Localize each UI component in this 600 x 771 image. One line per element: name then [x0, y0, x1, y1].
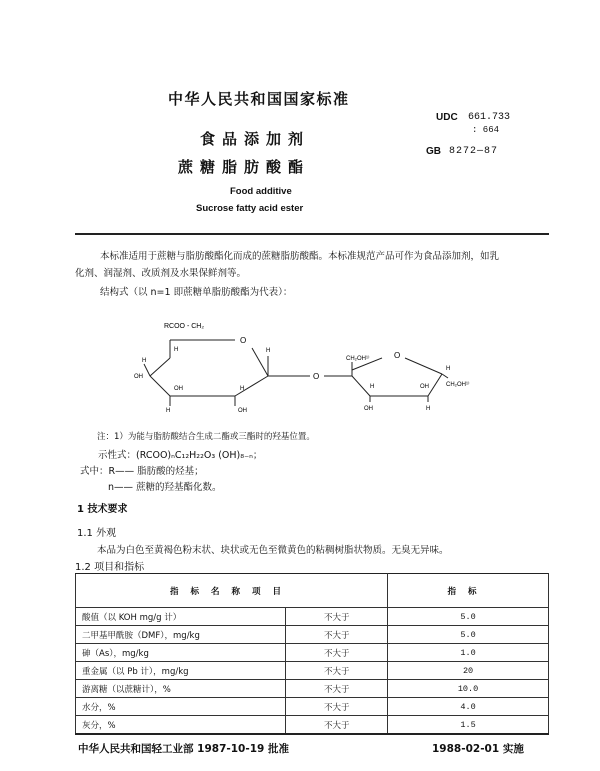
row-item: 二甲基甲酰胺（DMF），mg/kg — [76, 626, 286, 644]
row-value: 1.0 — [388, 644, 549, 662]
row-limit: 不大于 — [286, 662, 388, 680]
oh-label-1: OH — [134, 374, 143, 380]
h-label-3: H — [166, 408, 171, 414]
row-limit: 不大于 — [286, 698, 388, 716]
title-cn-line2: 蔗糖脂肪酸酯 — [178, 158, 311, 176]
table-row — [76, 680, 549, 698]
row-item: 酸值（以 KOH mg/g 计） — [76, 608, 286, 626]
gb-label: GB — [426, 146, 441, 157]
title-en-line1: Food additive — [230, 186, 292, 197]
spec-table — [75, 573, 549, 734]
ch2oh-right-label: CH₂OH¹⁾ — [446, 382, 470, 388]
gb-number: 8272—87 — [449, 146, 499, 157]
ring-oxygen-1: O — [240, 336, 247, 345]
h-label-1: H — [174, 347, 179, 353]
h-label-5: H — [266, 348, 271, 354]
h-label-8: H — [446, 366, 451, 372]
oh-label-5: OH — [420, 384, 429, 390]
row-item: 水分，% — [76, 698, 286, 716]
row-limit: 不大于 — [286, 680, 388, 698]
section-1-title: 1 技术要求 — [77, 504, 128, 515]
table-row — [76, 626, 549, 644]
row-value: 5.0 — [388, 626, 549, 644]
h-label-7: H — [426, 406, 431, 412]
row-item: 灰分，% — [76, 716, 286, 734]
ring-oxygen-2: O — [394, 351, 401, 360]
title-en-line2: Sucrose fatty acid ester — [196, 203, 304, 214]
row-item: 重金属（以 Pb 计），mg/kg — [76, 662, 286, 680]
appearance-text: 本品为白色至黄褐色粉末状、块状或无色至微黄色的粘稠树脂状物质。无臭无异味。 — [97, 545, 449, 556]
row-value: 4.0 — [388, 698, 549, 716]
row-limit: 不大于 — [286, 608, 388, 626]
row-limit: 不大于 — [286, 716, 388, 734]
header-divider — [75, 233, 549, 235]
oh-label-3: OH — [238, 408, 247, 414]
table-row — [76, 644, 549, 662]
row-value: 1.5 — [388, 716, 549, 734]
row-value: 5.0 — [388, 608, 549, 626]
sucrose-structure-diagram — [130, 318, 470, 428]
footnote: 注：1）为能与脂肪酸结合生成二酯或三酯时的羟基位置。 — [97, 432, 315, 442]
oh-label-2: OH — [174, 386, 183, 392]
row-value: 10.0 — [388, 680, 549, 698]
rcoo-group-label: RCOO - CH₂ — [164, 323, 205, 330]
approval-line: 中华人民共和国轻工业部 1987-10-19 批准 — [78, 743, 289, 755]
intro-paragraph-line1: 本标准适用于蔗糖与脂肪酸酯化而成的蔗糖脂肪酸酯。本标准规范产品可作为食品添加剂，如乳 — [100, 251, 500, 262]
table-header-row — [76, 574, 549, 608]
row-limit: 不大于 — [286, 626, 388, 644]
udc-label: UDC — [436, 112, 458, 123]
title-cn-line1: 食品添加剂 — [200, 130, 311, 148]
row-item: 游离糖（以蔗糖计），% — [76, 680, 286, 698]
general-formula: 示性式：(RCOO)ₙC₁₂H₂₂O₃ (OH)₈₋ₙ； — [98, 450, 263, 461]
where-r-definition: 式中：R—— 脂肪酸的烃基； — [80, 466, 204, 477]
col-value-header: 指标 — [388, 574, 549, 608]
oh-label-4: OH — [364, 406, 373, 412]
table-row — [76, 662, 549, 680]
section-1-1-title: 1.1 外观 — [77, 528, 117, 539]
h-label-2: H — [142, 358, 147, 364]
national-standard-heading: 中华人民共和国国家标准 — [168, 90, 350, 108]
table-row — [76, 608, 549, 626]
footer-divider — [75, 733, 549, 735]
structure-label: 结构式（以 n=1 即蔗糖单脂肪酸酯为代表）： — [100, 287, 293, 298]
udc-value: 661.733 — [468, 112, 511, 123]
h-label-4: H — [240, 386, 245, 392]
row-limit: 不大于 — [286, 644, 388, 662]
row-item: 砷（As），mg/kg — [76, 644, 286, 662]
intro-paragraph-line2: 化剂、润湿剂、改质剂及水果保鲜剂等。 — [75, 268, 247, 279]
ch2oh-top-label: CH₂OH¹⁾ — [346, 356, 370, 362]
h-label-6: H — [370, 384, 375, 390]
table-row — [76, 716, 549, 734]
row-value: 20 — [388, 662, 549, 680]
table-row — [76, 698, 549, 716]
where-n-definition: n—— 蔗糖的羟基酯化数。 — [108, 482, 222, 493]
udc-sub-value: : 664 — [472, 125, 500, 135]
implementation-date: 1988-02-01 实施 — [432, 743, 524, 755]
col-item-header: 指标名称项目 — [76, 574, 388, 608]
section-1-2-title: 1.2 项目和指标 — [75, 562, 145, 573]
bridge-oxygen: O — [313, 372, 320, 381]
